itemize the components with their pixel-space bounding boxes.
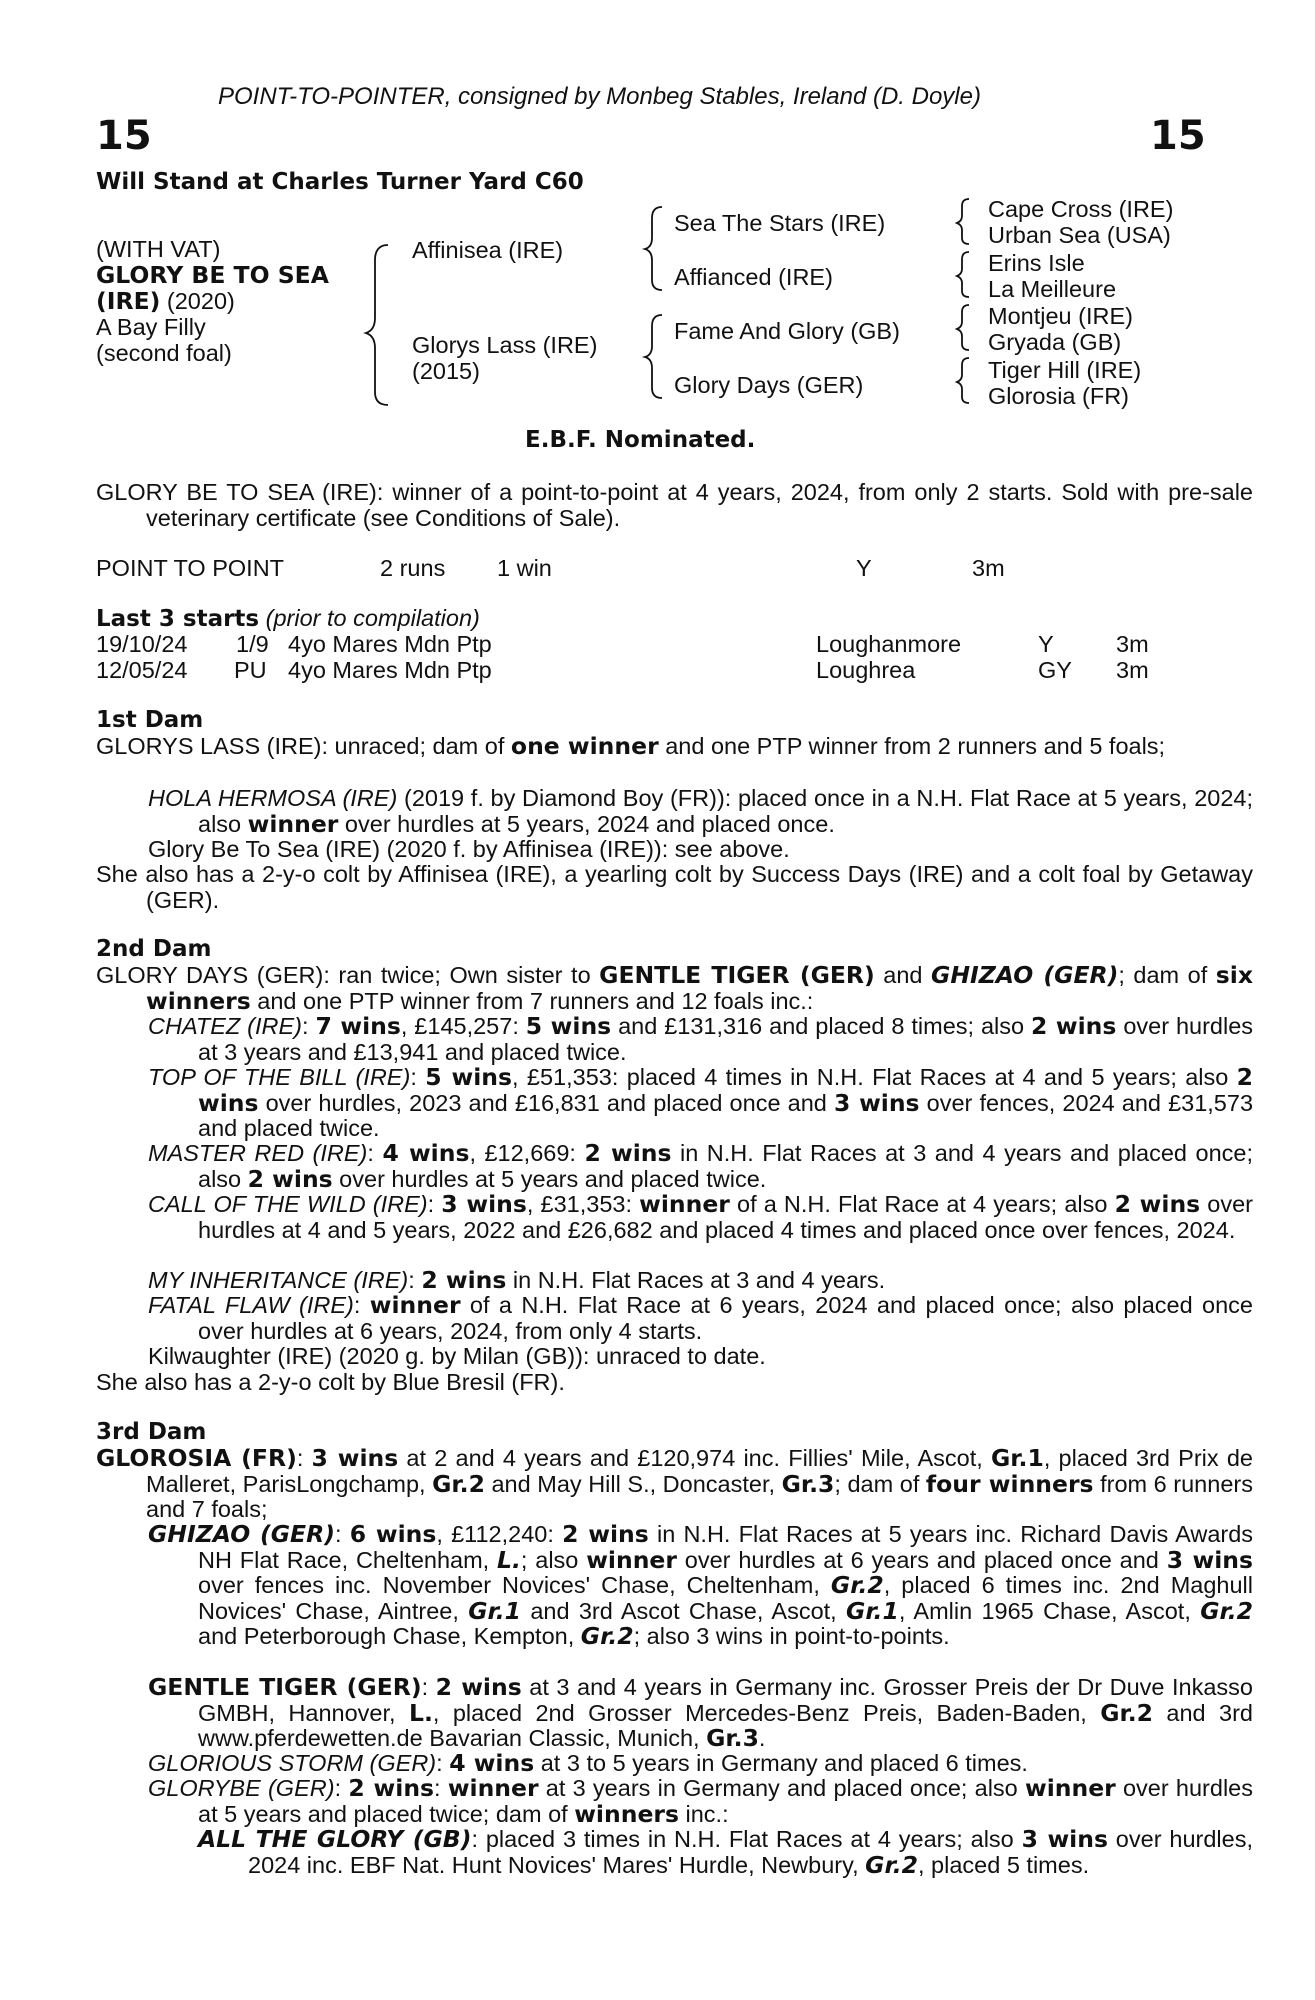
foal-note: (second foal) — [96, 340, 232, 366]
start-row: 19/10/24 1/9 4yo Mares Mdn Ptp Loughanmore Y 3m — [96, 631, 1149, 657]
pedigree-dam: Glorys Lass (IRE) — [412, 332, 598, 358]
pedigree-sire: Affinisea (IRE) — [412, 237, 564, 263]
race-summary: GLORY BE TO SEA (IRE): winner of a point-to-point at 4 years, 2024, from only 2 starts. Sold with pre-sale veterinary certificate (see Conditions of Sale). — [96, 479, 1253, 531]
second-dam-heading: 2nd Dam — [96, 936, 212, 962]
produce-entry: GLORYBE (GER): 2 wins: winner at 3 years in Germany and placed once; also winner over hurdles at 5 years and placed twice; dam of winners inc.: — [148, 1774, 1253, 1828]
pedigree-dam-year: (2015) — [412, 358, 480, 384]
horse-description: A Bay Filly — [96, 314, 206, 340]
second-dam-also: She also has a 2-y-o colt by Blue Bresil (FR). — [96, 1369, 565, 1395]
pedigree-ssd: Urban Sea (USA) — [988, 222, 1171, 248]
last-starts-heading: Last 3 starts (prior to compilation) — [96, 605, 480, 632]
ptp-wins: 1 win — [497, 555, 552, 581]
pedigree-sire-sire: Sea The Stars (IRE) — [674, 210, 886, 236]
pedigree-sire-dam: Affianced (IRE) — [674, 264, 833, 290]
produce-entry: Glory Be To Sea (IRE) (2020 f. by Affinisea (IRE)): see above. — [148, 836, 790, 862]
vat-note: (WITH VAT) — [96, 236, 221, 262]
horse-name: GLORY BE TO SEA — [96, 261, 329, 289]
start-row: 12/05/24 PU 4yo Mares Mdn Ptp Loughrea GY 3m — [96, 657, 1149, 683]
lot-number-left: 15 — [96, 113, 152, 159]
consignor-line: POINT-TO-POINTER, consigned by Monbeg Stables, Ireland (D. Doyle) — [218, 83, 981, 110]
ptp-distance: 3m — [972, 555, 1005, 581]
stand-location: Will Stand at Charles Turner Yard C60 — [96, 169, 584, 195]
ebf-nomination: E.B.F. Nominated. — [525, 427, 756, 453]
pedigree-sdd: La Meilleure — [988, 276, 1117, 302]
produce-entry: ALL THE GLORY (GB): placed 3 times in N.H. Flat Races at 4 years; also 3 wins over hurdles, 2024 inc. EBF Nat. Hunt Novices' Mares' Hurdle, Newbury, Gr.2, placed 5 times. — [198, 1825, 1253, 1879]
third-dam-text: GLOROSIA (FR): 3 wins at 2 and 4 years and £120,974 inc. Fillies' Mile, Ascot, Gr.1, placed 3rd Prix de Malleret, ParisLongchamp, Gr.2 and May Hill S., Doncaster, Gr.3; dam of four winners from 6 runners and 7 foals; — [96, 1444, 1253, 1522]
produce-entry: GENTLE TIGER (GER): 2 wins at 3 and 4 years in Germany inc. Grosser Preis der Dr Duve Inkasso GMBH, Hannover, L., placed 2nd Grosser Mercedes-Benz Preis, Baden-Baden, Gr.2 and 3rd www.pferdewetten.de Bavarian Classic, Munich, Gr.3. — [148, 1673, 1254, 1752]
horse-name-line2: (IRE) (2020) — [96, 287, 235, 315]
second-dam-text: GLORY DAYS (GER): ran twice; Own sister to GENTLE TIGER (GER) and GHIZAO (GER); dam of six winners and one PTP winner from 7 runners and 12 foals inc.: — [96, 961, 1253, 1015]
pedigree-ddd: Glorosia (FR) — [988, 383, 1130, 409]
produce-entry: GHIZAO (GER): 6 wins, £112,240: 2 wins in N.H. Flat Races at 5 years inc. Richard Davis Awards NH Flat Race, Cheltenham, L.; also winner over hurdles at 6 years and placed once and 3 wins over fences inc. November Novices' Chase, Cheltenham, Gr.2, placed 6 times inc. 2nd Maghull Novices' Chase, Aintree, Gr.1 and 3rd Ascot Chase, Ascot, Gr.1, Amlin 1965 Chase, Ascot, Gr.2 and Peterborough Chase, Kempton, Gr.2; also 3 wins in point-to-points. — [148, 1520, 1254, 1650]
ptp-going: Y — [856, 555, 872, 581]
lot-number-right: 15 — [1150, 113, 1206, 159]
produce-entry: CHATEZ (IRE): 7 wins, £145,257: 5 wins and £131,316 and placed 8 times; also 2 wins over hurdles at 3 years and £13,941 and placed twice. — [148, 1012, 1254, 1065]
pedigree-sds: Erins Isle — [988, 250, 1085, 276]
pedigree-dsd: Gryada (GB) — [988, 329, 1122, 355]
produce-entry: HOLA HERMOSA (IRE) (2019 f. by Diamond Boy (FR)): placed once in a N.H. Flat Race at 5 years, 2024; also winner over hurdles at 5 years, 2024 and placed once. — [148, 785, 1254, 838]
first-dam-heading: 1st Dam — [96, 707, 204, 733]
produce-entry: TOP OF THE BILL (IRE): 5 wins, £51,353: placed 4 times in N.H. Flat Races at 4 and 5 years; also 2 wins over hurdles, 2023 and £16,831 and placed once and 3 wins over fences, 2024 and £31,573 and placed twice. — [148, 1063, 1254, 1141]
first-dam-text: GLORYS LASS (IRE): unraced; dam of one winner and one PTP winner from 2 runners and 5 foals; — [96, 732, 1166, 760]
produce-entry: GLORIOUS STORM (GER): 4 wins at 3 to 5 years in Germany and placed 6 times. — [148, 1749, 1028, 1777]
ptp-runs: 2 runs — [380, 555, 446, 581]
pedigree-dam-sire: Fame And Glory (GB) — [674, 318, 900, 344]
produce-entry: MASTER RED (IRE): 4 wins, £12,669: 2 wins in N.H. Flat Races at 3 and 4 years and placed once; also 2 wins over hurdles at 5 years and placed twice. — [148, 1139, 1254, 1193]
produce-entry: FATAL FLAW (IRE): winner of a N.H. Flat Race at 6 years, 2024 and placed once; also placed once over hurdles at 6 years, 2024, from only 4 starts. — [148, 1291, 1253, 1344]
pedigree-dss: Montjeu (IRE) — [988, 303, 1133, 329]
produce-entry: CALL OF THE WILD (IRE): 3 wins, £31,353: winner of a N.H. Flat Race at 4 years; also 2 wins over hurdles at 4 and 5 years, 2022 and £26,682 and placed 4 times and placed once over fences, 2024. — [148, 1190, 1254, 1243]
pedigree-sss: Cape Cross (IRE) — [988, 196, 1174, 222]
ptp-label: POINT TO POINT — [96, 555, 285, 581]
pedigree-dam-dam: Glory Days (GER) — [674, 372, 864, 398]
produce-entry: Kilwaughter (IRE) (2020 g. by Milan (GB)): unraced to date. — [148, 1343, 766, 1369]
pedigree-dds: Tiger Hill (IRE) — [988, 357, 1142, 383]
first-dam-also: She also has a 2-y-o colt by Affinisea (IRE), a yearling colt by Success Days (IRE) and a colt foal by Getaway (GER). — [96, 861, 1253, 913]
third-dam-heading: 3rd Dam — [96, 1419, 207, 1445]
produce-entry: MY INHERITANCE (IRE): 2 wins in N.H. Flat Races at 3 and 4 years. — [148, 1266, 886, 1294]
